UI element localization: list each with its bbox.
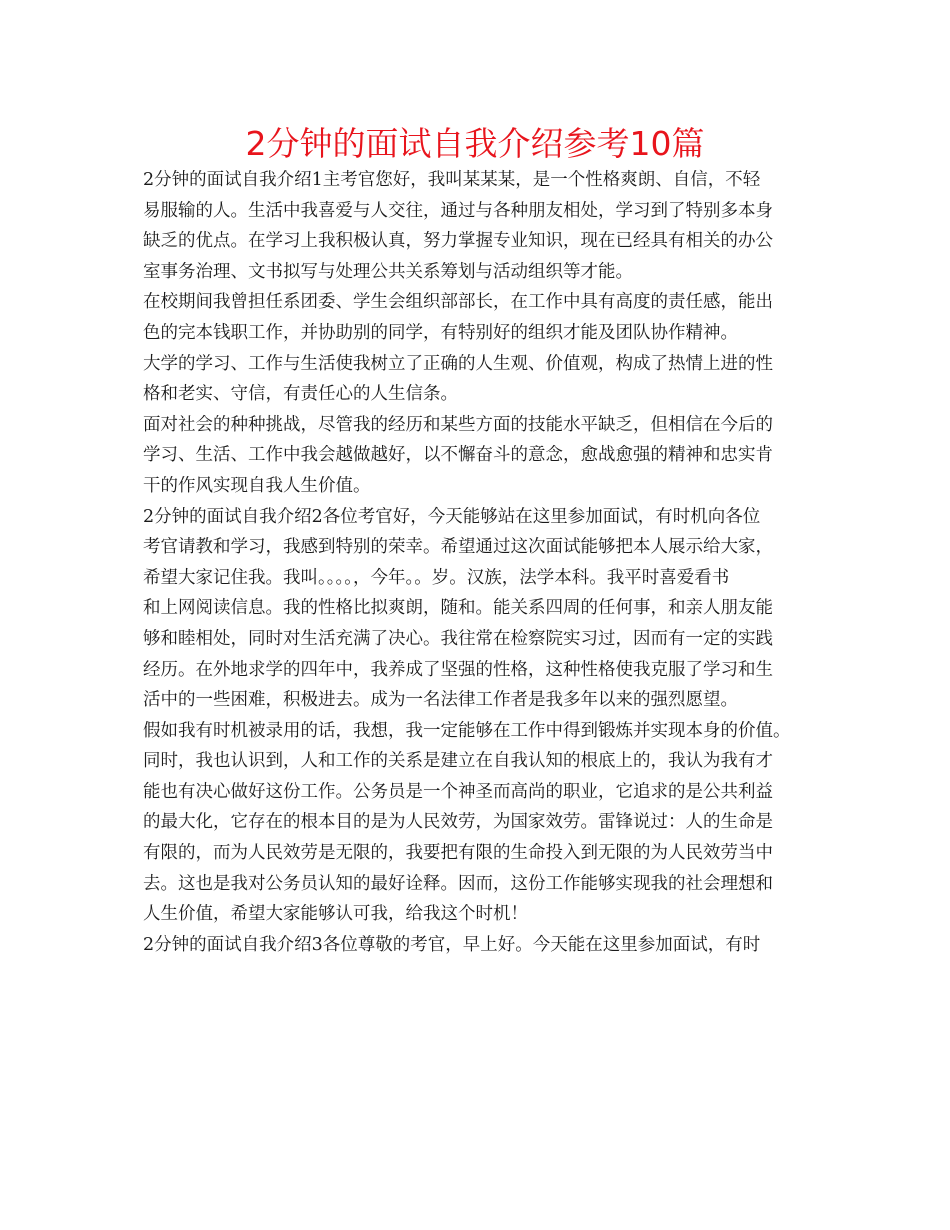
- text-line: 色的完本钱职工作，并协助别的同学，有特别好的组织才能及团队协作精神。: [143, 322, 738, 343]
- text-line: 学习、生活、工作中我会越做越好，以不懈奋斗的意念，愈战愈强的精神和忠实肯: [143, 445, 773, 466]
- text-line: 去。这也是我对公务员认知的最好诠释。因而，这份工作能够实现我的社会理想和: [143, 873, 773, 894]
- text-line: 考官请教和学习，我感到特别的荣幸。希望通过这次面试能够把本人展示给大家，: [143, 537, 773, 558]
- text-line: 和上网阅读信息。我的性格比拟爽朗，随和。能关系四周的任何事，和亲人朋友能: [143, 598, 773, 619]
- text-line: 2分钟的面试自我介绍1主考官您好，我叫某某某，是一个性格爽朗、自信，不轻: [143, 170, 761, 190]
- text-line: 同时，我也认识到，人和工作的关系是建立在自我认知的根底上的，我认为我有才: [143, 751, 773, 772]
- text-line: 面对社会的种种挑战，尽管我的经历和某些方面的技能水平缺乏，但相信在今后的: [143, 414, 773, 435]
- text-line: 有限的，而为人民效劳是无限的，我要把有限的生命投入到无限的为人民效劳当中: [143, 843, 773, 864]
- text-line: 格和老实、守信，有责任心的人生信条。: [143, 384, 458, 405]
- text-line: 缺乏的优点。在学习上我积极认真，努力掌握专业知识，现在已经具有相关的办公: [143, 231, 773, 252]
- page-title: 2分钟的面试自我介绍参考10篇: [245, 124, 705, 163]
- text-line: 假如我有时机被录用的话，我想，我一定能够在工作中得到锻炼并实现本身的价值。: [143, 720, 791, 741]
- text-line: 易服输的人。生活中我喜爱与人交往，通过与各种朋友相处，学习到了特别多本身: [143, 200, 773, 221]
- text-line: 2分钟的面试自我介绍3各位尊敬的考官，早上好。今天能在这里参加面试，有时: [143, 934, 761, 955]
- document-body: [143, 165, 825, 960]
- text-line: 活中的一些困难，积极进去。成为一名法律工作者是我多年以来的强烈愿望。: [143, 690, 738, 711]
- text-line: 经历。在外地求学的四年中，我养成了坚强的性格，这种性格使我克服了学习和生: [143, 659, 773, 680]
- text-line: 室事务治理、文书拟写与处理公共关系筹划与活动组织等才能。: [143, 261, 633, 282]
- text-line: 希望大家记住我。我叫。。。。，今年。。岁。汉族，法学本科。我平时喜爱看书: [143, 567, 730, 588]
- text-line: 在校期间我曾担任系团委、学生会组织部部长，在工作中具有高度的责任感，能出: [143, 292, 773, 313]
- text-line: 大学的学习、工作与生活使我树立了正确的人生观、价值观，构成了热情上进的性: [143, 353, 773, 374]
- text-line: 够和睦相处，同时对生活充满了决心。我往常在检察院实习过，因而有一定的实践: [143, 628, 773, 649]
- text-line: 2分钟的面试自我介绍2各位考官好，今天能够站在这里参加面试，有时机向各位: [143, 506, 761, 527]
- text-line: 的最大化，它存在的根本目的是为人民效劳，为国家效劳。雷锋说过：人的生命是: [143, 812, 773, 833]
- text-line: 能也有决心做好这份工作。公务员是一个神圣而高尚的职业，它追求的是公共利益: [143, 781, 773, 802]
- text-line: 干的作风实现自我人生价值。: [143, 475, 371, 496]
- text-line: 人生价值，希望大家能够认可我，给我这个时机！: [143, 904, 528, 925]
